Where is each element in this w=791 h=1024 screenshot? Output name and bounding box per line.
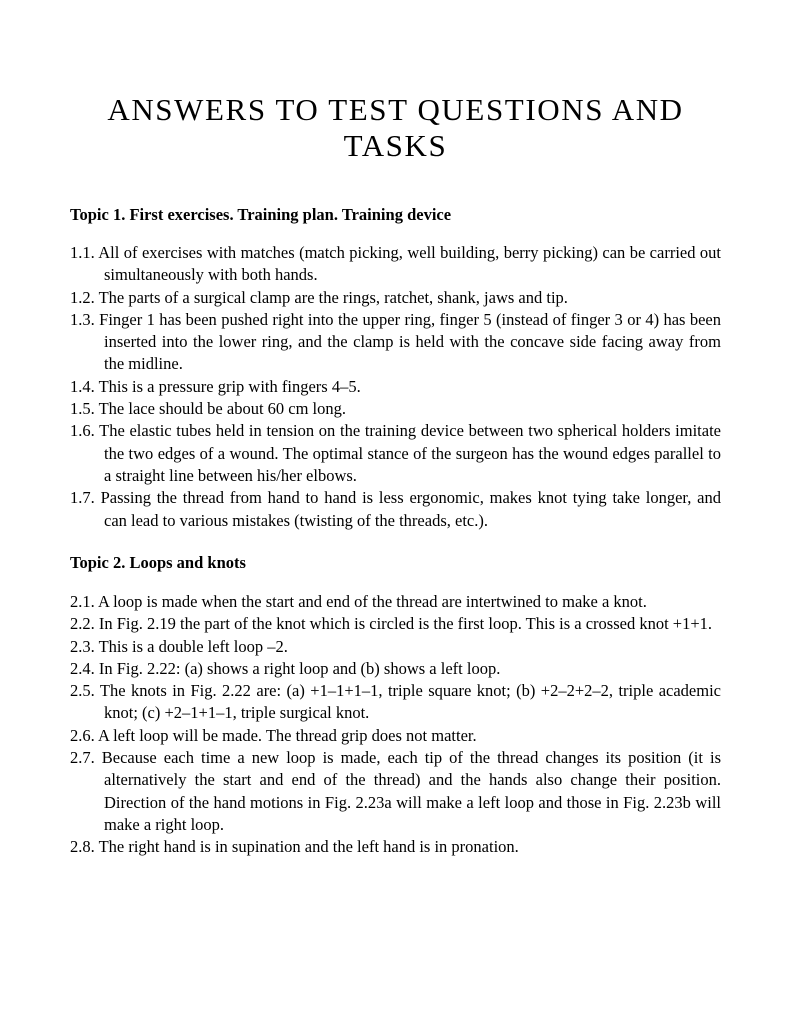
answer-text: A loop is made when the start and end of the thread are intertwined to make a knot. <box>97 592 647 611</box>
answer-text: In Fig. 2.19 the part of the knot which is circled is the first loop. This is a crossed knot +1+1. <box>98 614 713 634</box>
answer-number: 2.5. <box>70 681 95 701</box>
page-title-line-2: TASKS <box>343 128 448 163</box>
answer-text: The right hand is in supination and the left hand is in pronation. <box>98 837 519 857</box>
answer-item <box>70 613 721 635</box>
topic-1-answer-list <box>70 242 721 532</box>
answer-item <box>70 376 721 398</box>
answer-number: 2.1. <box>70 592 95 611</box>
answer-number: 1.1. <box>70 243 95 262</box>
answer-text: All of exercises with matches (match picking, well building, berry picking) can be carried out simultaneously with both hands. <box>98 243 721 285</box>
answer-item <box>70 420 721 487</box>
answer-item <box>70 309 721 376</box>
page-title <box>70 92 721 164</box>
answer-text: The parts of a surgical clamp are the rings, ratchet, shank, jaws and tip. <box>98 287 568 307</box>
answer-text: This is a pressure grip with fingers 4–5. <box>98 376 361 396</box>
answer-number: 2.4. <box>70 658 95 678</box>
answer-text: Finger 1 has been pushed right into the upper ring, finger 5 (instead of finger 3 or 4) has been inserted into the lower ring, and the clamp is held with the concave side facing away from the midline. <box>99 309 721 374</box>
answer-number: 2.7. <box>70 748 95 768</box>
page-title-line-1: ANSWERS TO TEST QUESTIONS AND <box>107 92 684 127</box>
answer-item <box>70 287 721 309</box>
answer-number: 1.3. <box>70 309 95 329</box>
answer-item <box>70 591 721 613</box>
answer-item <box>70 747 721 836</box>
answer-item <box>70 680 721 725</box>
answer-item <box>70 725 721 747</box>
topic-1-heading: Topic 1. First exercises. Training plan. Training device <box>70 205 452 224</box>
topic-2-heading: Topic 2. Loops and knots <box>70 553 246 572</box>
answer-text: Because each time a new loop is made, each tip of the thread changes its position (it is alternatively the start and end of the thread) and the hands also change their position. Direction of the hand motions in Fig. 2.23a will make a left loop and those in Fig. 2.23b will make a right loop. <box>101 748 722 834</box>
answer-text: Passing the thread from hand to hand is less ergonomic, makes knot tying take longer, and can lead to various mistakes (twisting of the threads, etc.). <box>100 488 721 530</box>
answer-text: The lace should be about 60 cm long. <box>98 399 347 419</box>
answer-number: 1.4. <box>70 376 95 396</box>
answer-number: 1.5. <box>70 399 95 419</box>
answer-number: 2.3. <box>70 636 95 656</box>
answer-number: 2.8. <box>70 837 95 857</box>
answer-item <box>70 836 721 858</box>
answer-item <box>70 636 721 658</box>
answer-text: In Fig. 2.22: (a) shows a right loop and (b) shows a left loop. <box>98 658 501 678</box>
answer-item <box>70 487 721 532</box>
answer-item <box>70 398 721 420</box>
answer-text: The knots in Fig. 2.22 are: (a) +1–1+1–1, triple square knot; (b) +2–2+2–2, triple academic knot; (c) +2–1+1–1, triple surgical knot. <box>99 681 722 723</box>
answer-number: 1.7. <box>70 488 95 508</box>
answer-number: 1.2. <box>70 287 95 307</box>
answer-text: This is a double left loop –2. <box>98 636 288 656</box>
answer-number: 2.6. <box>70 725 95 745</box>
answer-text: The elastic tubes held in tension on the training device between two spherical holders imitate the two edges of a wound. The optimal stance of the surgeon has the wound edges parallel to a straight line between his/her elbows. <box>99 421 721 485</box>
answer-number: 2.2. <box>70 614 95 634</box>
answer-item <box>70 658 721 680</box>
topic-2-answer-list <box>70 591 721 859</box>
answer-text: A left loop will be made. The thread grip does not matter. <box>97 725 477 745</box>
answer-item <box>70 242 721 287</box>
answer-number: 1.6. <box>70 421 95 441</box>
